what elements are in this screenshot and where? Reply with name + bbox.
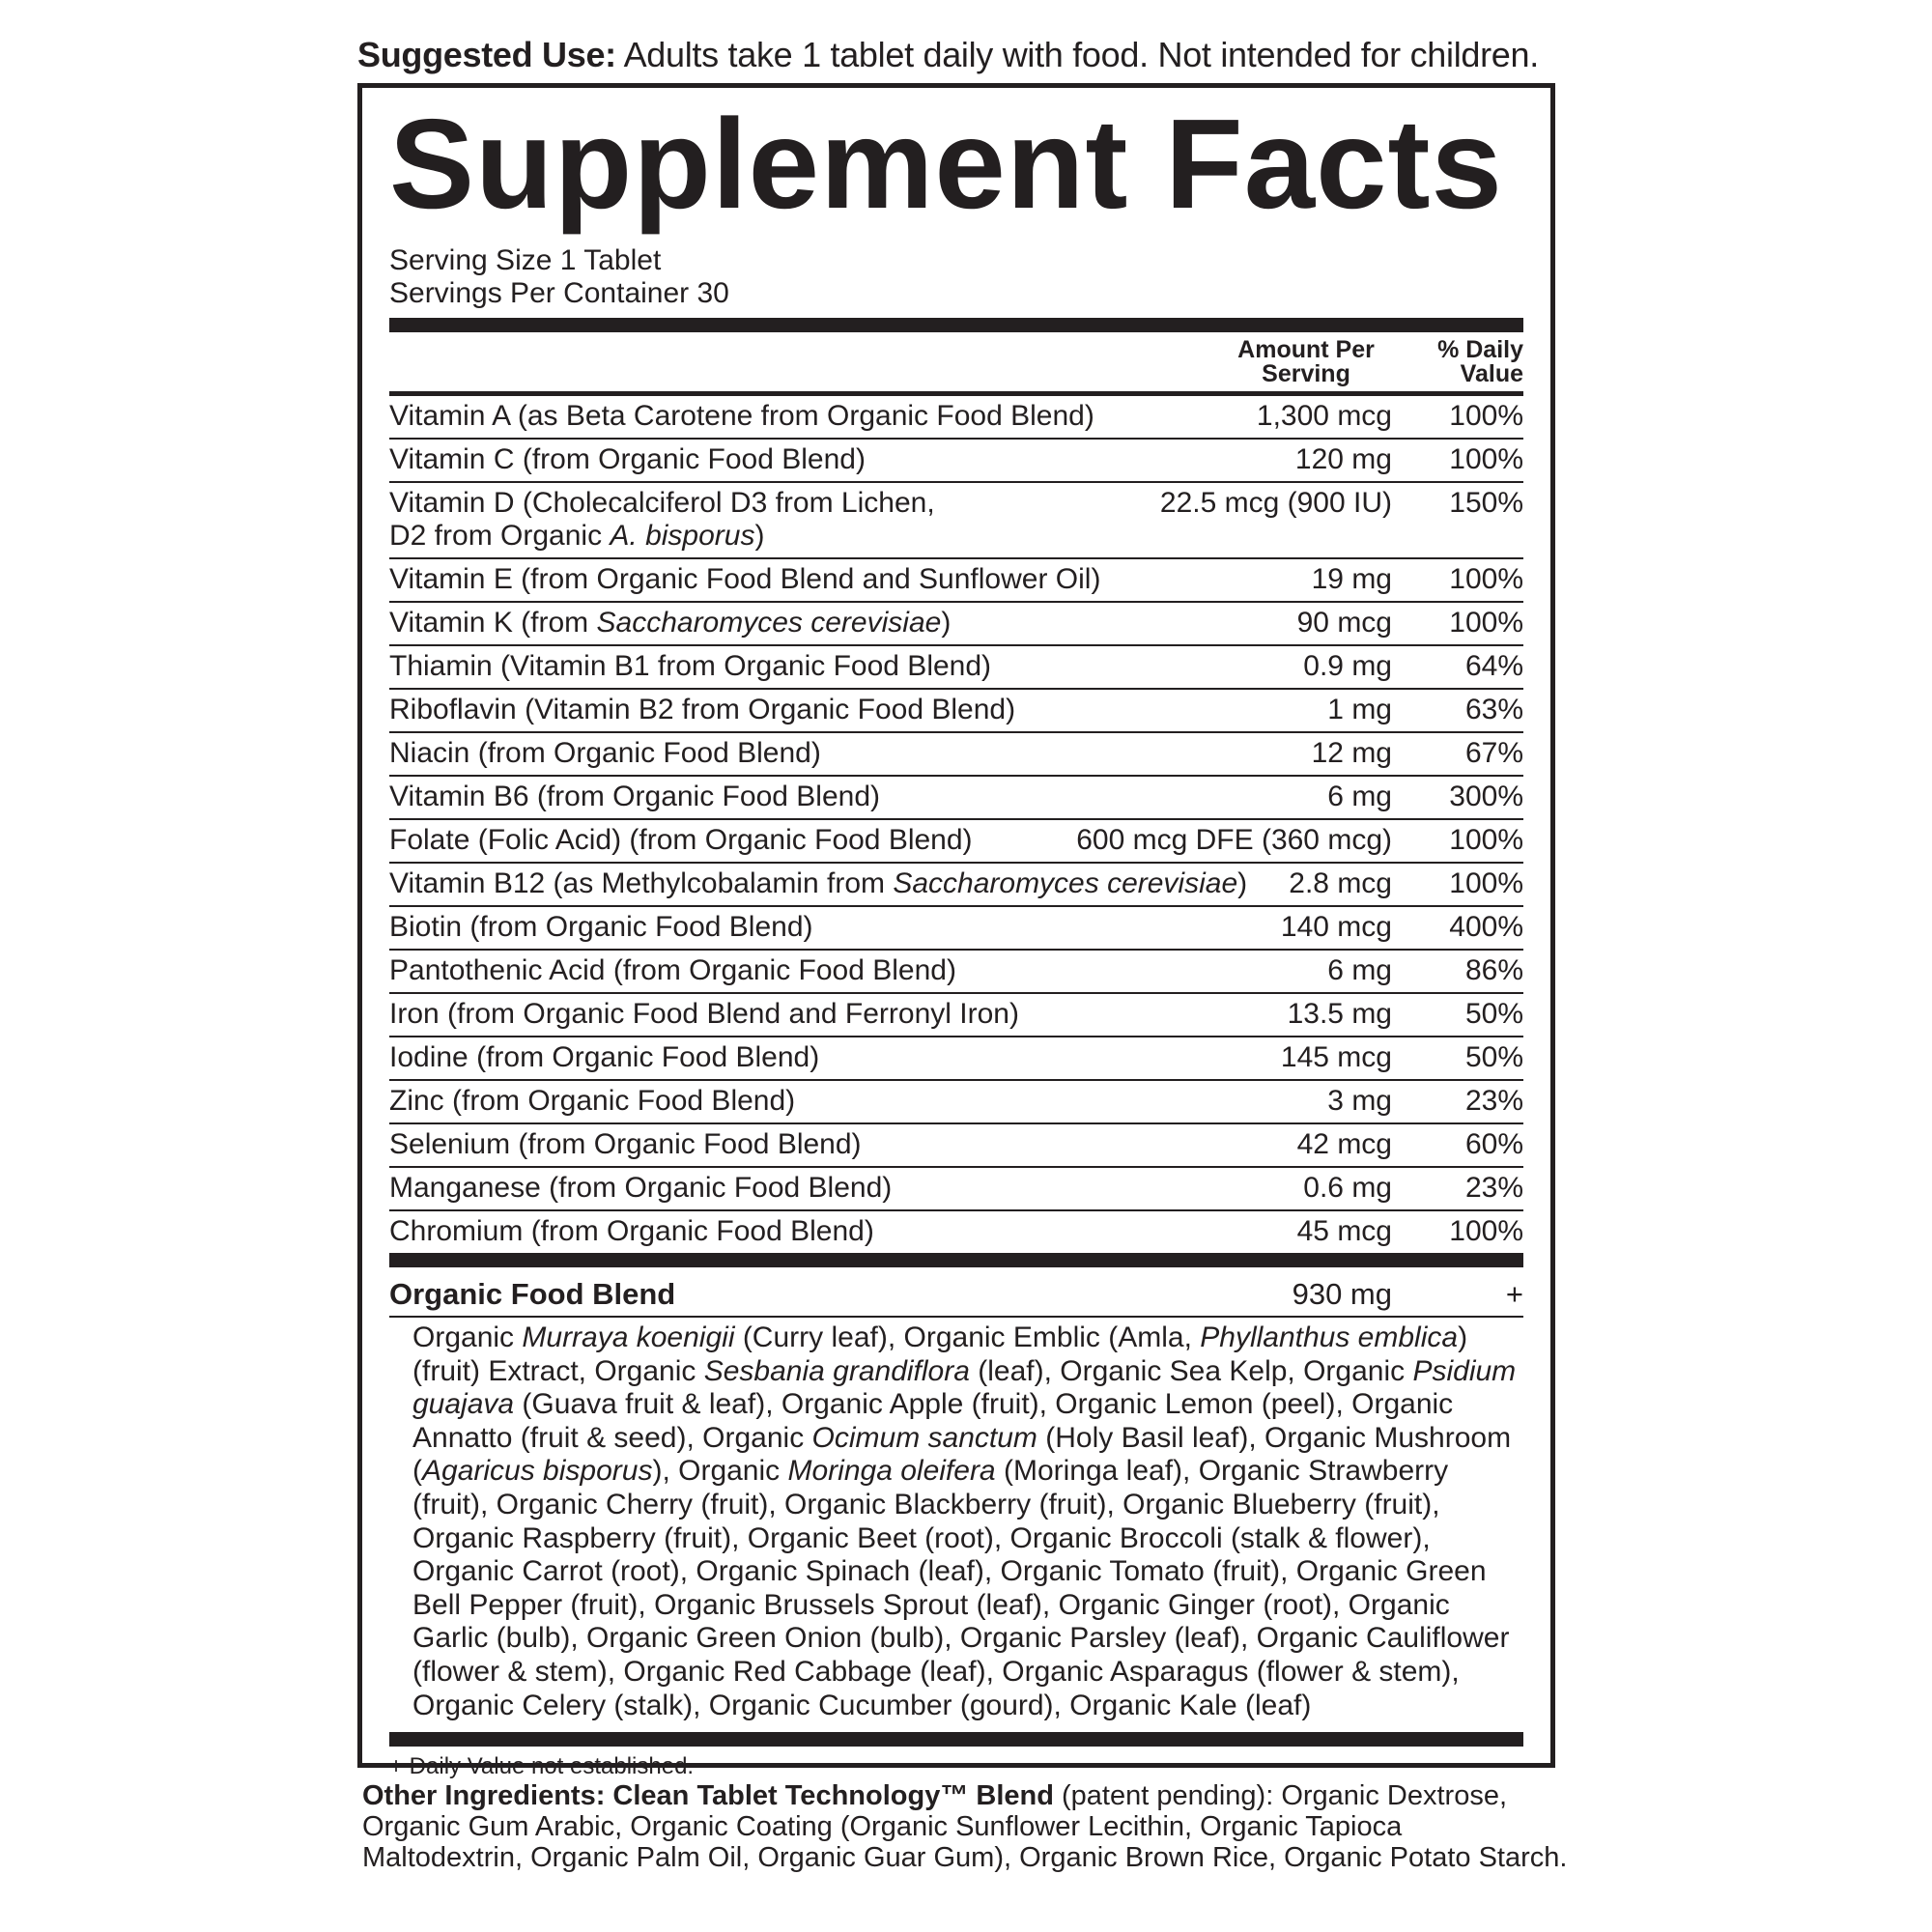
ingredient-text: (leaf), Organic Sea Kelp, Organic: [969, 1354, 1413, 1387]
table-row: [389, 733, 1523, 777]
suggested-use-text: Adults take 1 tablet daily with food. Not intended for children.: [615, 35, 1539, 74]
nutrient-name-start: Vitamin K (from: [389, 607, 597, 639]
nutrient-name-end: ): [941, 607, 952, 639]
nutrient-dv: 64%: [1464, 650, 1523, 682]
nutrient-name-line2: D2 from Organic: [389, 520, 611, 552]
nutrient-dv: 100%: [1449, 607, 1523, 639]
nutrient-amount: 600 mcg DFE (360 mcg): [1076, 824, 1392, 856]
suggested-use: [357, 29, 1584, 81]
nutrient-dv: 100%: [1449, 867, 1523, 899]
table-row: [389, 1081, 1523, 1124]
ingredient-latin-name: Ocimum sanctum: [811, 1421, 1037, 1454]
nutrient-dv: 300%: [1449, 781, 1523, 812]
table-row: [389, 951, 1523, 994]
nutrient-dv: 50%: [1464, 1041, 1523, 1073]
nutrient-name: Iodine (from Organic Food Blend): [389, 1041, 820, 1073]
nutrient-name: [389, 487, 1160, 553]
nutrient-dv: 400%: [1449, 911, 1523, 943]
column-header: [389, 332, 1523, 396]
ingredient-latin-name: Agaricus bisporus: [422, 1455, 653, 1488]
other-ingredients-label: Other Ingredients: Clean Tablet Technology™ Blend: [362, 1780, 1054, 1811]
nutrient-amount: 12 mg: [1311, 737, 1392, 769]
nutrient-name: Zinc (from Organic Food Blend): [389, 1085, 796, 1117]
other-ingredients-text: (patent pending): Organic Dextrose, Organic Gum Arabic, Organic Coating (Organic Sunflower Lecithin, Organic Tapioca Maltodextrin, Organic Palm Oil, Organic Guar Gum), Organic Brown Rice, Organic Potato Starch.: [362, 1780, 1568, 1873]
nutrient-amount: 140 mcg: [1280, 911, 1392, 943]
nutrient-amount: 42 mcg: [1296, 1128, 1392, 1160]
table-row: [389, 907, 1523, 951]
serving-size: Serving Size 1 Tablet: [389, 244, 662, 276]
nutrient-name: Vitamin B6 (from Organic Food Blend): [389, 781, 880, 812]
nutrient-name-end: ): [1237, 867, 1248, 899]
nutrient-name-italic: Saccharomyces cerevisiae: [596, 607, 942, 639]
nutrient-dv: 100%: [1449, 400, 1523, 432]
dv-header-line2: Value: [1460, 360, 1523, 387]
nutrient-amount: 19 mg: [1311, 563, 1392, 595]
supplement-facts-panel: [357, 83, 1555, 1780]
nutrient-amount: 2.8 mcg: [1289, 867, 1392, 899]
nutrient-amount: 22.5 mcg (900 IU): [1159, 487, 1392, 519]
nutrient-amount: 120 mg: [1294, 443, 1392, 475]
nutrient-dv: 63%: [1464, 694, 1523, 725]
nutrient-name: Niacin (from Organic Food Blend): [389, 737, 821, 769]
blend-ingredients: [389, 1318, 1523, 1732]
amount-header: [1224, 338, 1388, 386]
dv-header: [1417, 338, 1523, 386]
amount-header-line1: Amount Per: [1237, 336, 1375, 363]
nutrient-name: Vitamin C (from Organic Food Blend): [389, 443, 866, 475]
amount-header-line2: Serving: [1262, 360, 1350, 387]
nutrient-name: Folate (Folic Acid) (from Organic Food Blend): [389, 824, 973, 856]
nutrient-name: Thiamin (Vitamin B1 from Organic Food Blend): [389, 650, 992, 682]
blend-name: Organic Food Blend: [389, 1277, 676, 1311]
nutrient-amount: 1 mg: [1327, 694, 1392, 725]
nutrient-dv: 60%: [1464, 1128, 1523, 1160]
table-row: [389, 559, 1523, 603]
suggested-use-line: [357, 29, 1584, 81]
nutrient-amount: 45 mcg: [1296, 1215, 1392, 1247]
ingredient-latin-name: Murraya koenigii: [522, 1321, 735, 1353]
ingredient-text: (Moringa leaf), Organic Strawberry (fruit), Organic Cherry (fruit), Organic Blackberry (fruit), Organic Blueberry (fruit), Organic Raspberry (fruit), Organic Beet (root), Organic Broccoli (stalk & flower), Organic Carrot (root), Organic Spinach (leaf), Organic Tomato (fruit), Organic Green Bell Pepper (fruit), Organic Brussels Sprout (leaf), Organic Ginger (root), Organic Garlic (bulb), Organic Green Onion (bulb), Organic Parsley (leaf), Organic Cauliflower (flower & stem), Organic Red Cabbage (leaf), Organic Asparagus (flower & stem), Organic Celery (stalk), Organic Cucumber (gourd), Organic Kale (leaf): [412, 1455, 1510, 1721]
ingredient-latin-name: Phyllanthus emblica: [1200, 1321, 1459, 1353]
nutrient-name: Biotin (from Organic Food Blend): [389, 911, 813, 943]
nutrient-dv: 100%: [1449, 563, 1523, 595]
table-row: [389, 1124, 1523, 1168]
table-row: [389, 777, 1523, 820]
nutrient-dv: 23%: [1464, 1172, 1523, 1204]
nutrient-amount: 0.6 mg: [1303, 1172, 1392, 1204]
table-row: [389, 646, 1523, 690]
nutrient-amount: 0.9 mg: [1303, 650, 1392, 682]
nutrient-amount: 145 mcg: [1280, 1041, 1392, 1073]
ingredient-text: ), Organic: [652, 1455, 788, 1488]
servings-per-container: Servings Per Container 30: [389, 277, 729, 309]
nutrient-amount: 13.5 mg: [1287, 998, 1392, 1030]
ingredient-text: (Holy Basil leaf), Organic Mushroom (: [412, 1421, 1512, 1488]
nutrient-dv: 100%: [1449, 824, 1523, 856]
table-row: [389, 440, 1523, 483]
nutrient-name-italic: A. bisporus: [610, 520, 755, 552]
nutrient-amount: 90 mcg: [1296, 607, 1392, 639]
nutrient-dv: 67%: [1464, 737, 1523, 769]
serving-info: [389, 244, 1523, 310]
nutrient-table: [389, 396, 1523, 1253]
thick-divider: [389, 1732, 1523, 1747]
nutrient-amount: 1,300 mcg: [1256, 400, 1392, 432]
table-row: [389, 396, 1523, 440]
table-row: [389, 820, 1523, 864]
nutrient-name: [389, 607, 1297, 639]
nutrient-name: Pantothenic Acid (from Organic Food Blend): [389, 954, 956, 986]
blend-amount: 930 mg: [1292, 1277, 1392, 1311]
nutrient-name: Chromium (from Organic Food Blend): [389, 1215, 874, 1247]
nutrient-amount: 6 mg: [1327, 954, 1392, 986]
blend-dv: +: [1505, 1277, 1523, 1311]
suggested-use-label: Suggested Use:: [357, 35, 616, 74]
table-row: [389, 603, 1523, 646]
nutrient-dv: 50%: [1464, 998, 1523, 1030]
nutrient-name-end: ): [754, 520, 765, 552]
nutrient-dv: 100%: [1449, 443, 1523, 475]
nutrient-dv: 150%: [1449, 487, 1523, 519]
other-ingredients: [362, 1780, 1570, 1873]
nutrient-name-line1: Vitamin D (Cholecalciferol D3 from Lichen,: [389, 487, 935, 519]
nutrient-name: Selenium (from Organic Food Blend): [389, 1128, 862, 1160]
nutrient-name: Vitamin E (from Organic Food Blend and Sunflower Oil): [389, 563, 1101, 595]
table-row: [389, 994, 1523, 1037]
ingredient-text: (Curry leaf), Organic Emblic (Amla,: [734, 1321, 1201, 1353]
panel-title: Supplement Facts: [389, 93, 1503, 235]
nutrient-name: Manganese (from Organic Food Blend): [389, 1172, 893, 1204]
table-row: [389, 1037, 1523, 1081]
nutrient-name-italic: Saccharomyces cerevisiae: [893, 867, 1238, 899]
thick-divider: [389, 1253, 1523, 1267]
ingredient-text: (Guava fruit & leaf), Organic Apple (fruit), Organic Lemon (peel), Organic Annatto (fruit & seed), Organic: [412, 1388, 1454, 1454]
ingredient-latin-name: Moringa oleifera: [787, 1455, 996, 1488]
table-row: [389, 1211, 1523, 1253]
ingredient-latin-name: Psidium guajava: [412, 1354, 1517, 1421]
table-row: [389, 1168, 1523, 1211]
ingredient-text: Organic: [412, 1321, 523, 1353]
nutrient-dv: 100%: [1449, 1215, 1523, 1247]
nutrient-name: Vitamin A (as Beta Carotene from Organic Food Blend): [389, 400, 1094, 432]
nutrient-name: Iron (from Organic Food Blend and Ferronyl Iron): [389, 998, 1019, 1030]
nutrient-dv: 23%: [1464, 1085, 1523, 1117]
ingredient-latin-name: Sesbania grandiflora: [703, 1354, 970, 1387]
nutrient-amount: 3 mg: [1327, 1085, 1392, 1117]
table-row: [389, 864, 1523, 907]
nutrient-name-start: Vitamin B12 (as Methylcobalamin from: [389, 867, 894, 899]
ingredient-text: ) (fruit) Extract, Organic: [412, 1321, 1468, 1387]
footnote: + Daily Value not established.: [389, 1753, 695, 1780]
thick-divider: [389, 318, 1523, 332]
dv-header-line1: % Daily: [1437, 336, 1523, 363]
nutrient-dv: 86%: [1464, 954, 1523, 986]
nutrient-amount: 6 mg: [1327, 781, 1392, 812]
table-row: [389, 690, 1523, 733]
blend-row: [389, 1267, 1523, 1318]
table-row: [389, 483, 1523, 559]
nutrient-name: [389, 867, 1289, 900]
nutrient-name: Riboflavin (Vitamin B2 from Organic Food Blend): [389, 694, 1016, 725]
